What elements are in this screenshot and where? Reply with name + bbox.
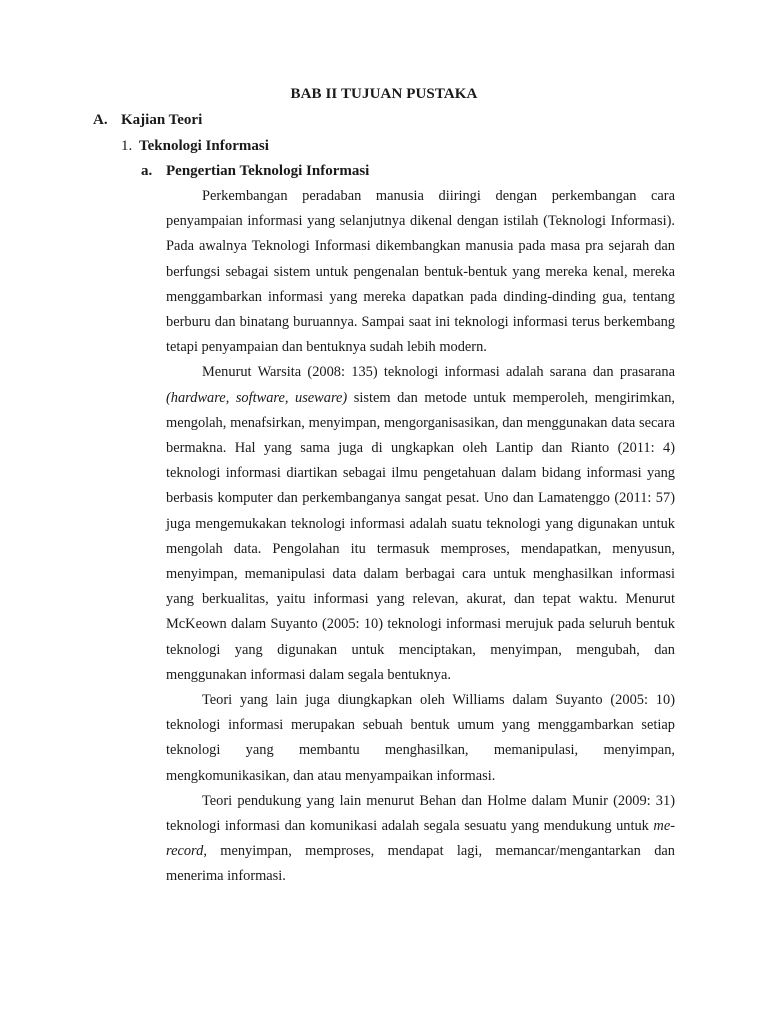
paragraph-text: Teori pendukung yang lain menurut Behan dan Holme dalam Munir (2009: 31) teknologi informasi dan komunikasi adalah segala sesuatu yang mendukung untuk	[166, 792, 675, 835]
paragraph-italic-text: me-record	[166, 818, 675, 860]
chapter-title: BAB II TUJUAN PUSTAKA	[290, 86, 478, 102]
subsection-marker: 1.	[121, 138, 133, 154]
paragraph: Teori yang lain juga diungkapkan oleh Williams dalam Suyanto (2005: 10) teknologi informasi merupakan sebuah bentuk umum yang menggambarkan setiap teknologi yang membantu menghasilkan, memanipulasi, menyimpan, mengkomunikasikan, dan atau menyampaikan informasi.	[166, 692, 675, 784]
section-heading-a	[93, 111, 202, 129]
paragraph: Perkembangan peradaban manusia diiringi dengan perkembangan cara penyampaian informasi yang selanjutnya dikenal dengan istilah (Teknologi Informasi). Pada awalnya Teknologi Informasi dikembangkan manusia pada masa pra sejarah dan berfungsi sebagai sistem untuk pengenalan bentuk-bentuk yang mereka kenal, mereka menggambarkan informasi yang mereka dapatkan pada dinding-dinding gua, tentang berburu dan binatang buruannya. Sampai saat ini teknologi informasi terus berkembang tetapi penyampaian dan bentuknya sudah lebih modern.	[166, 188, 675, 356]
subsection-label: Teknologi Informasi	[139, 138, 269, 154]
section-label: Kajian Teori	[121, 112, 203, 128]
paragraph-text: , menyimpan, memproses, mendapat lagi, memancar/mengantarkan dan menerima informasi.	[166, 843, 675, 885]
paragraph-text: sistem dan metode untuk memperoleh, mengirimkan, mengolah, menafsirkan, menyimpan, mengorganisasikan, dan menggunakan data secara bermakna. Hal yang sama juga di ungkapkan oleh Lantip dan Rianto (2011: 4) teknologi informasi diartikan sebagai ilmu pengetahuan dalam bidang informasi yang berbasis komputer dan perkembanganya sangat pesat. Uno dan Lamatenggo (2011: 57) juga mengemukakan teknologi informasi adalah suatu teknologi yang digunakan untuk mengolah data. Pengolahan itu termasuk memproses, mendapatkan, menyusun, menyimpan, memanipulasi data dalam berbagai cara untuk menghasilkan informasi yang berkualitas, yaitu informasi yang relevan, akurat, dan tepat waktu. Menurut McKeown dalam Suyanto (2005: 10) teknologi informasi merujuk pada seluruh bentuk teknologi yang digunakan untuk menciptakan, menyimpan, mengubah, dan menggunakan informasi dalam segala bentuknya.	[166, 389, 676, 683]
subsection-heading-1	[121, 137, 269, 155]
body-text	[166, 184, 675, 890]
paragraph-italic-text: (hardware, software, useware)	[166, 389, 348, 406]
paragraph	[166, 360, 675, 688]
section-marker: A.	[93, 112, 108, 128]
paragraph-text: Menurut Warsita (2008: 135) teknologi informasi adalah sarana dan prasarana	[202, 364, 675, 381]
subsection-label: Pengertian Teknologi Informasi	[166, 163, 370, 179]
subsection-marker: a.	[141, 163, 153, 179]
paragraph	[166, 789, 675, 890]
subsection-heading-a	[141, 162, 369, 180]
